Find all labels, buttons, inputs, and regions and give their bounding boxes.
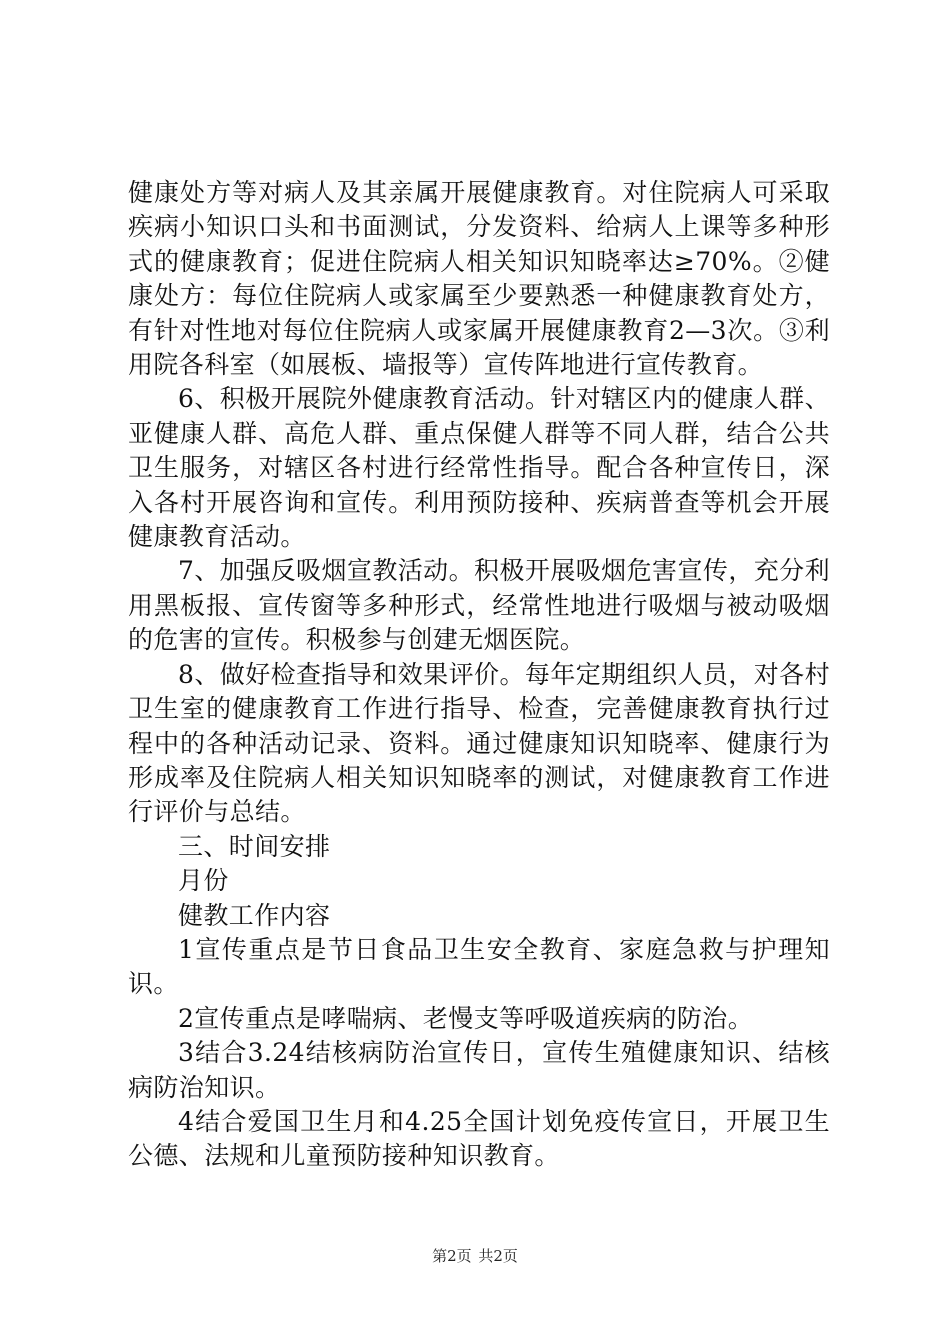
schedule-month-3: 3结合3.24结核病防治宣传日，宣传生殖健康知识、结核病防治知识。 xyxy=(128,1038,830,1102)
schedule-header-month: 月份 xyxy=(178,866,229,896)
page-footer xyxy=(0,1245,950,1266)
document-body xyxy=(128,176,830,1174)
section-heading-schedule: 三、时间安排 xyxy=(178,831,331,861)
schedule-month-2: 2宣传重点是哮喘病、老慢支等呼吸道疾病的防治。 xyxy=(178,1003,754,1033)
schedule-month-4: 4结合爱国卫生月和4.25全国计划免疫传宣日，开展卫生公德、法规和儿童预防接种知识教育。 xyxy=(128,1106,830,1171)
page-total: 共2页 xyxy=(478,1247,518,1265)
paragraph-health-prescription: 健康处方等对病人及其亲属开展健康教育。对住院病人可采取疾病小知识口头和书面测试，分发资料、给病人上课等多种形式的健康教育；促进住院病人相关知识知晓率达≥70%。②健康处方：每位住院病人或家属至少要熟悉一种健康教育处方，有针对性地对每位住院病人或家属开展健康教育2—3次。③利用院各科室（如展板、墙报等）宣传阵地进行宣传教育。 xyxy=(128,178,830,380)
paragraph-item-8: 8、做好检查指导和效果评价。每年定期组织人员，对各村卫生室的健康教育工作进行指导、检查，完善健康教育执行过程中的各种活动记录、资料。通过健康知识知晓率、健康行为形成率及住院病人相关知识知晓率的测试，对健康教育工作进行评价与总结。 xyxy=(128,659,830,827)
paragraph-item-6: 6、积极开展院外健康教育活动。针对辖区内的健康人群、亚健康人群、高危人群、重点保健人群等不同人群，结合公共卫生服务，对辖区各村进行经常性指导。配合各种宣传日，深入各村开展咨询和宣传。利用预防接种、疾病普查等机会开展健康教育活动。 xyxy=(128,384,830,552)
schedule-header-content: 健教工作内容 xyxy=(178,900,331,930)
paragraph-item-7: 7、加强反吸烟宣教活动。积极开展吸烟危害宣传，充分利用黑板报、宣传窗等多种形式，经常性地进行吸烟与被动吸烟的危害的宣传。积极参与创建无烟医院。 xyxy=(128,556,830,655)
schedule-month-1: 1宣传重点是节日食品卫生安全教育、家庭急救与护理知识。 xyxy=(128,934,830,999)
page-number: 第2页 xyxy=(432,1247,472,1265)
